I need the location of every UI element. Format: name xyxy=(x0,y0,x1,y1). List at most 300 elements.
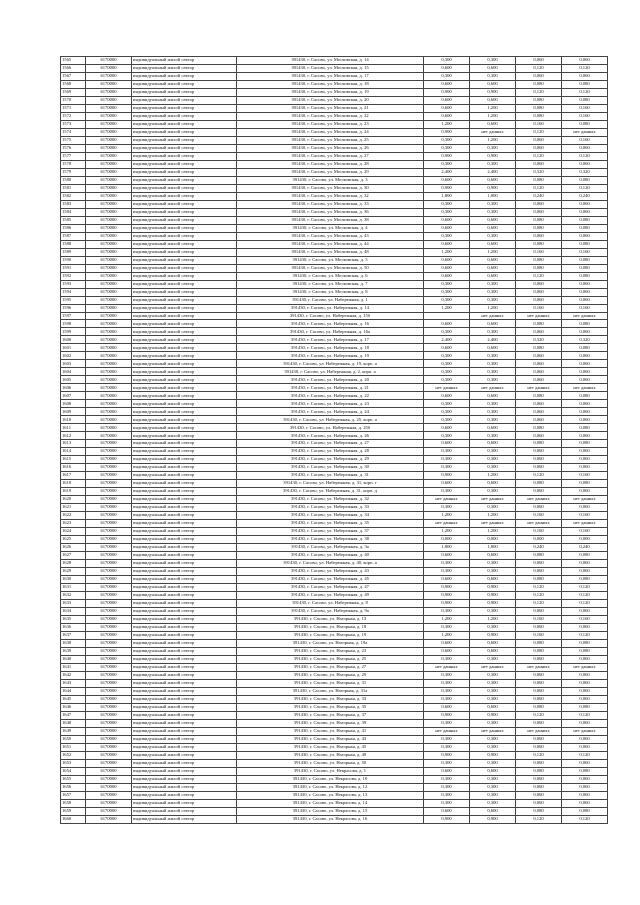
table-cell: 0,600 xyxy=(470,64,516,72)
table-cell: 0,900 xyxy=(470,815,516,823)
table-cell: 6170000 xyxy=(86,80,132,88)
table-cell: индивидуальный жилой сектор xyxy=(132,575,237,583)
table-cell: 391430, г. Сасово, ул. Некрасова, д. 15 xyxy=(237,807,424,815)
table-cell: 391430, г. Сасово, ул. Нагорная, д. 33 xyxy=(237,695,424,703)
table-cell: 0,080 xyxy=(562,176,608,184)
table-row xyxy=(61,216,608,224)
table-cell: 0,300 xyxy=(470,360,516,368)
table-cell: 0,600 xyxy=(424,264,470,272)
table-cell: индивидуальный жилой сектор xyxy=(132,136,237,144)
table-cell: 0,600 xyxy=(424,176,470,184)
table-cell: индивидуальный жилой сектор xyxy=(132,759,237,767)
table-cell: 391430, г. Сасово, ул. Набережная, д. 31 xyxy=(237,472,424,480)
table-cell: 0,600 xyxy=(424,272,470,280)
table-row xyxy=(61,615,608,623)
table-cell: 0,060 xyxy=(516,296,562,304)
table-cell: 6170000 xyxy=(86,320,132,328)
table-cell: 6170000 xyxy=(86,775,132,783)
table-cell: 0,060 xyxy=(516,560,562,568)
table-cell: 0,120 xyxy=(516,152,562,160)
table-row xyxy=(61,751,608,759)
table-cell: 0,300 xyxy=(424,400,470,408)
table-cell: 6170000 xyxy=(86,703,132,711)
table-cell: 1,200 xyxy=(424,248,470,256)
table-cell: 0,600 xyxy=(424,112,470,120)
table-cell: 391430, г. Сасово, ул. Некрасова, д. 16 xyxy=(237,815,424,823)
table-cell: 0,120 xyxy=(516,583,562,591)
table-row xyxy=(61,679,608,687)
table-cell: 0,900 xyxy=(424,152,470,160)
table-cell: 0,900 xyxy=(424,599,470,607)
table-row xyxy=(61,591,608,599)
table-cell: нет данных xyxy=(516,384,562,392)
table-cell: 0,300 xyxy=(424,360,470,368)
table-cell: 6170000 xyxy=(86,647,132,655)
table-cell: 1628 xyxy=(61,560,86,568)
table-cell: 1612 xyxy=(61,432,86,440)
table-cell: 1597 xyxy=(61,312,86,320)
table-cell: 0,240 xyxy=(516,192,562,200)
table-cell: 0,120 xyxy=(562,184,608,192)
table-cell: 0,300 xyxy=(470,144,516,152)
table-cell: индивидуальный жилой сектор xyxy=(132,320,237,328)
table-cell: 0,060 xyxy=(562,799,608,807)
table-cell: 0,060 xyxy=(516,208,562,216)
table-row xyxy=(61,280,608,288)
table-cell: 0,160 xyxy=(562,528,608,536)
table-row xyxy=(61,336,608,344)
table-cell: нет данных xyxy=(516,727,562,735)
table-cell: 0,060 xyxy=(516,695,562,703)
table-cell: нет данных xyxy=(516,312,562,320)
table-cell: 391430, г. Сасово, ул. Некрасова, д. 14 xyxy=(237,799,424,807)
table-cell: 391430, г. Сасово, ул. Московская, д. 43 xyxy=(237,232,424,240)
table-cell: 391430, г. Сасово, ул. Набережная, д. 21 xyxy=(237,384,424,392)
table-cell: 0,300 xyxy=(424,687,470,695)
table-cell: 6170000 xyxy=(86,488,132,496)
table-cell: 0,060 xyxy=(562,400,608,408)
table-cell: нет данных xyxy=(470,312,516,320)
table-cell: 0,120 xyxy=(562,815,608,823)
table-cell: индивидуальный жилой сектор xyxy=(132,280,237,288)
table-cell: 391430, г. Сасово, ул. Набережная, д. 19 xyxy=(237,352,424,360)
table-cell: 0,300 xyxy=(470,456,516,464)
table-cell: индивидуальный жилой сектор xyxy=(132,408,237,416)
table-cell: 0,300 xyxy=(424,352,470,360)
table-cell: 0,080 xyxy=(562,264,608,272)
table-row xyxy=(61,575,608,583)
table-cell: 0,900 xyxy=(470,583,516,591)
table-cell: 6170000 xyxy=(86,687,132,695)
table-cell: индивидуальный жилой сектор xyxy=(132,200,237,208)
table-cell: 0,600 xyxy=(470,344,516,352)
table-cell: 1637 xyxy=(61,631,86,639)
table-cell: 1638 xyxy=(61,639,86,647)
table-cell: 0,120 xyxy=(562,64,608,72)
table-cell: 0,600 xyxy=(470,767,516,775)
table-cell: 0,300 xyxy=(424,288,470,296)
table-cell: 6170000 xyxy=(86,344,132,352)
table-row xyxy=(61,392,608,400)
table-cell: 0,300 xyxy=(424,144,470,152)
table-cell: 0,600 xyxy=(424,320,470,328)
table-cell: индивидуальный жилой сектор xyxy=(132,312,237,320)
table-cell: 6170000 xyxy=(86,791,132,799)
table-cell: 391430, г. Сасово, ул. Московская, д. 20 xyxy=(237,96,424,104)
table-cell: индивидуальный жилой сектор xyxy=(132,560,237,568)
table-cell: 0,600 xyxy=(470,240,516,248)
table-cell: 0,060 xyxy=(516,400,562,408)
table-cell: 1633 xyxy=(61,599,86,607)
table-cell: 0,300 xyxy=(470,655,516,663)
table-cell: 1575 xyxy=(61,136,86,144)
table-cell: 0,120 xyxy=(516,711,562,719)
table-cell: 6170000 xyxy=(86,560,132,568)
table-cell: индивидуальный жилой сектор xyxy=(132,120,237,128)
table-cell: 6170000 xyxy=(86,631,132,639)
table-cell: 0,300 xyxy=(424,200,470,208)
table-cell: 0,060 xyxy=(516,57,562,65)
table-cell: индивидуальный жилой сектор xyxy=(132,440,237,448)
table-cell: 391430, г. Сасово, ул. Нагорная, д. 25 xyxy=(237,655,424,663)
table-cell: 0,000 xyxy=(562,536,608,544)
table-cell: 2,400 xyxy=(470,168,516,176)
table-cell: индивидуальный жилой сектор xyxy=(132,767,237,775)
table-row xyxy=(61,136,608,144)
table-cell: 0,060 xyxy=(516,232,562,240)
table-cell: 391430, г. Сасово, ул. Московская, д. 50 xyxy=(237,264,424,272)
table-row xyxy=(61,208,608,216)
table-cell: 391430, г. Сасово, ул. Московская, д. 26 xyxy=(237,144,424,152)
table-cell: 1655 xyxy=(61,775,86,783)
table-cell: индивидуальный жилой сектор xyxy=(132,112,237,120)
table-row xyxy=(61,568,608,576)
table-cell: 0,900 xyxy=(470,184,516,192)
table-cell: 1,200 xyxy=(424,615,470,623)
table-cell: 0,600 xyxy=(470,703,516,711)
table-row xyxy=(61,799,608,807)
table-cell: индивидуальный жилой сектор xyxy=(132,456,237,464)
table-cell: индивидуальный жилой сектор xyxy=(132,743,237,751)
table-cell: 0,600 xyxy=(424,480,470,488)
table-cell: 0,060 xyxy=(516,160,562,168)
table-cell: 6170000 xyxy=(86,200,132,208)
table-cell: 6170000 xyxy=(86,799,132,807)
table-cell: 1645 xyxy=(61,695,86,703)
table-cell: 0,300 xyxy=(424,735,470,743)
table-cell: 0,080 xyxy=(562,424,608,432)
table-cell: 0,060 xyxy=(516,376,562,384)
table-cell: 0,060 xyxy=(516,504,562,512)
table-cell: 0,300 xyxy=(470,488,516,496)
table-cell: индивидуальный жилой сектор xyxy=(132,791,237,799)
table-cell: 0,300 xyxy=(424,679,470,687)
table-cell: 0,240 xyxy=(516,544,562,552)
table-cell: 0,600 xyxy=(424,767,470,775)
table-cell: 0,060 xyxy=(562,368,608,376)
table-cell: 1574 xyxy=(61,128,86,136)
table-cell: 0,060 xyxy=(562,408,608,416)
table-cell: 0,600 xyxy=(424,224,470,232)
table-cell: 6170000 xyxy=(86,552,132,560)
table-cell: 0,900 xyxy=(470,711,516,719)
table-row xyxy=(61,416,608,424)
table-cell: 0,000 xyxy=(470,536,516,544)
table-cell: 6170000 xyxy=(86,424,132,432)
table-body xyxy=(61,57,608,824)
table-cell: 0,900 xyxy=(470,591,516,599)
table-cell: 0,300 xyxy=(470,416,516,424)
table-cell: индивидуальный жилой сектор xyxy=(132,88,237,96)
table-cell: 1,200 xyxy=(424,512,470,520)
table-cell: 0,060 xyxy=(516,655,562,663)
table-row xyxy=(61,631,608,639)
table-cell: 6170000 xyxy=(86,280,132,288)
table-row xyxy=(61,671,608,679)
table-cell: 1602 xyxy=(61,352,86,360)
table-cell: 6170000 xyxy=(86,144,132,152)
table-cell: 1648 xyxy=(61,719,86,727)
table-cell: 0,080 xyxy=(516,807,562,815)
table-cell: 6170000 xyxy=(86,96,132,104)
table-cell: 1,200 xyxy=(470,472,516,480)
table-cell: 0,160 xyxy=(516,512,562,520)
table-cell: 6170000 xyxy=(86,296,132,304)
table-cell: 6170000 xyxy=(86,671,132,679)
table-cell: 391430, г. Сасово, ул. Набережная, д. 26 xyxy=(237,432,424,440)
table-cell: 0,060 xyxy=(562,783,608,791)
table-cell: 0,300 xyxy=(424,568,470,576)
table-cell: 0,600 xyxy=(470,575,516,583)
table-cell: нет данных xyxy=(470,663,516,671)
table-cell: 1650 xyxy=(61,735,86,743)
table-cell: индивидуальный жилой сектор xyxy=(132,216,237,224)
table-cell: 1571 xyxy=(61,104,86,112)
table-cell: 0,120 xyxy=(516,599,562,607)
table-cell: 0,160 xyxy=(562,615,608,623)
table-cell: 0,600 xyxy=(424,216,470,224)
table-cell: 0,900 xyxy=(424,583,470,591)
table-cell: индивидуальный жилой сектор xyxy=(132,711,237,719)
table-cell: 0,900 xyxy=(424,184,470,192)
table-cell: индивидуальный жилой сектор xyxy=(132,623,237,631)
table-cell: 0,080 xyxy=(562,639,608,647)
table-cell: 1598 xyxy=(61,320,86,328)
table-cell: 0,080 xyxy=(562,552,608,560)
table-cell: 0,060 xyxy=(562,208,608,216)
table-cell: 1580 xyxy=(61,176,86,184)
table-cell: 1649 xyxy=(61,727,86,735)
table-cell: 0,060 xyxy=(516,791,562,799)
table-cell: 6170000 xyxy=(86,568,132,576)
table-cell: индивидуальный жилой сектор xyxy=(132,735,237,743)
table-cell: 1652 xyxy=(61,751,86,759)
table-cell: 391430, г. Сасово, ул. Московская, д. 24 xyxy=(237,128,424,136)
table-cell: 391430, г. Сасово, ул. Набережная, д. 38 xyxy=(237,536,424,544)
table-cell: нет данных xyxy=(516,663,562,671)
table-cell: 1,800 xyxy=(424,544,470,552)
table-cell: 0,300 xyxy=(470,464,516,472)
table-cell: индивидуальный жилой сектор xyxy=(132,615,237,623)
table-cell: 1582 xyxy=(61,192,86,200)
table-cell: 1589 xyxy=(61,248,86,256)
table-cell: 0,300 xyxy=(424,376,470,384)
table-cell: 0,120 xyxy=(562,631,608,639)
table-cell: 391430, г. Сасово, ул. Набережная, д. 17 xyxy=(237,336,424,344)
table-cell: 0,160 xyxy=(516,248,562,256)
table-cell: индивидуальный жилой сектор xyxy=(132,807,237,815)
table-cell: 0,300 xyxy=(424,488,470,496)
table-row xyxy=(61,807,608,815)
table-cell: 391430, г. Сасово, ул. Некрасова, д. 1 xyxy=(237,767,424,775)
table-cell: индивидуальный жилой сектор xyxy=(132,655,237,663)
table-cell: 1577 xyxy=(61,152,86,160)
table-row xyxy=(61,192,608,200)
table-cell: 0,080 xyxy=(562,120,608,128)
table-cell: 1608 xyxy=(61,400,86,408)
table-cell: 391430, г. Сасово, ул. Московская, д. 17 xyxy=(237,72,424,80)
table-cell: 1588 xyxy=(61,240,86,248)
table-cell: 0,600 xyxy=(424,647,470,655)
table-cell: 1642 xyxy=(61,671,86,679)
table-cell: 0,060 xyxy=(562,791,608,799)
table-cell: 0,300 xyxy=(470,328,516,336)
table-cell: 0,300 xyxy=(470,679,516,687)
table-cell: 0,060 xyxy=(562,679,608,687)
table-cell: 0,600 xyxy=(470,176,516,184)
table-cell: 0,060 xyxy=(516,136,562,144)
table-cell: 6170000 xyxy=(86,376,132,384)
table-cell: 391430, г. Сасово, ул. Нагорная, д. 23 xyxy=(237,647,424,655)
table-cell: 1618 xyxy=(61,480,86,488)
table-cell: 0,300 xyxy=(470,232,516,240)
table-cell: индивидуальный жилой сектор xyxy=(132,695,237,703)
table-cell: 0,600 xyxy=(424,424,470,432)
table-cell: 391430, г. Сасово, ул. Московская, д. 29 xyxy=(237,168,424,176)
table-cell: 0,300 xyxy=(470,296,516,304)
table-cell: 1,800 xyxy=(470,192,516,200)
table-cell: 6170000 xyxy=(86,312,132,320)
table-cell: 0,060 xyxy=(516,568,562,576)
table-cell: 0,600 xyxy=(424,256,470,264)
table-cell: 391430, г. Сасово, ул. Нагорная, д. 19а xyxy=(237,639,424,647)
table-cell: 0,600 xyxy=(424,80,470,88)
table-cell: 6170000 xyxy=(86,480,132,488)
table-cell: 0,300 xyxy=(424,719,470,727)
table-cell: 0,300 xyxy=(424,160,470,168)
table-cell: 6170000 xyxy=(86,727,132,735)
table-cell: 0,600 xyxy=(470,272,516,280)
table-row xyxy=(61,376,608,384)
table-row xyxy=(61,248,608,256)
table-cell: 2,400 xyxy=(424,168,470,176)
table-row xyxy=(61,520,608,528)
table-cell: 391430, г. Сасово, ул. Московская, д. 8 xyxy=(237,288,424,296)
table-cell: 1605 xyxy=(61,376,86,384)
table-cell: 391430, г. Сасово, ул. Нагорная, д. 35 xyxy=(237,703,424,711)
table-cell: 6170000 xyxy=(86,623,132,631)
table-cell: 0,300 xyxy=(424,783,470,791)
table-cell: 6170000 xyxy=(86,264,132,272)
table-cell: 1629 xyxy=(61,568,86,576)
table-cell: индивидуальный жилой сектор xyxy=(132,232,237,240)
table-cell: 1579 xyxy=(61,168,86,176)
table-row xyxy=(61,448,608,456)
table-cell: 0,600 xyxy=(470,216,516,224)
table-cell: 0,300 xyxy=(470,432,516,440)
table-cell: индивидуальный жилой сектор xyxy=(132,583,237,591)
table-cell: 6170000 xyxy=(86,416,132,424)
table-cell: 391430, г. Сасово, ул. Нагорная, д. 18 xyxy=(237,623,424,631)
table-cell: 0,900 xyxy=(470,88,516,96)
table-cell: 1604 xyxy=(61,368,86,376)
table-cell: 0,120 xyxy=(516,751,562,759)
table-cell: индивидуальный жилой сектор xyxy=(132,480,237,488)
table-cell: 6170000 xyxy=(86,663,132,671)
table-cell: 0,300 xyxy=(470,288,516,296)
table-cell: 6170000 xyxy=(86,735,132,743)
table-cell: 391430, г. Сасово, ул. Московская, д. 38 xyxy=(237,216,424,224)
table-cell: индивидуальный жилой сектор xyxy=(132,719,237,727)
table-cell: 1634 xyxy=(61,607,86,615)
table-cell: 1636 xyxy=(61,623,86,631)
table-cell: 391430, г. Сасово, ул. Набережная, д. 3а xyxy=(237,544,424,552)
table-cell: 0,080 xyxy=(516,552,562,560)
table-cell: 0,900 xyxy=(424,88,470,96)
table-cell: 0,600 xyxy=(424,104,470,112)
table-cell: 391430, г. Сасово, ул. Набережная, д. 30 xyxy=(237,464,424,472)
table-cell: 0,060 xyxy=(562,775,608,783)
table-cell: 1616 xyxy=(61,464,86,472)
table-cell: 0,080 xyxy=(516,104,562,112)
table-cell: 0,060 xyxy=(562,504,608,512)
table-cell: 6170000 xyxy=(86,464,132,472)
table-cell: 0,600 xyxy=(424,64,470,72)
table-cell: 6170000 xyxy=(86,352,132,360)
table-cell: 0,300 xyxy=(470,623,516,631)
table-cell: 391430, г. Сасово, ул. Московская, д. 15 xyxy=(237,64,424,72)
table-cell: 0,160 xyxy=(562,104,608,112)
table-row xyxy=(61,504,608,512)
table-cell: 1620 xyxy=(61,496,86,504)
table-cell: 0,600 xyxy=(424,807,470,815)
table-cell: 0,600 xyxy=(470,440,516,448)
table-cell: 0,600 xyxy=(470,647,516,655)
table-cell: 0,300 xyxy=(424,671,470,679)
table-cell: 0,300 xyxy=(470,759,516,767)
table-cell: 391430, г. Сасово, ул. Нагорная, д. 13 xyxy=(237,615,424,623)
table-cell: 0,300 xyxy=(424,416,470,424)
table-cell: 0,060 xyxy=(516,743,562,751)
table-row xyxy=(61,560,608,568)
table-cell: 1,200 xyxy=(470,528,516,536)
table-cell: 0,300 xyxy=(470,368,516,376)
table-cell: 0,080 xyxy=(516,424,562,432)
table-cell: 0,300 xyxy=(424,464,470,472)
table-cell: индивидуальный жилой сектор xyxy=(132,304,237,312)
table-cell: 6170000 xyxy=(86,767,132,775)
table-cell: нет данных xyxy=(424,384,470,392)
table-cell: индивидуальный жилой сектор xyxy=(132,775,237,783)
table-cell: 0,300 xyxy=(424,695,470,703)
table-cell: 0,080 xyxy=(516,344,562,352)
table-row xyxy=(61,128,608,136)
table-cell: 1641 xyxy=(61,663,86,671)
table-cell: 391430, г. Сасово, ул. Московская, д. 4 xyxy=(237,224,424,232)
table-row xyxy=(61,464,608,472)
table-row xyxy=(61,735,608,743)
table-row xyxy=(61,456,608,464)
